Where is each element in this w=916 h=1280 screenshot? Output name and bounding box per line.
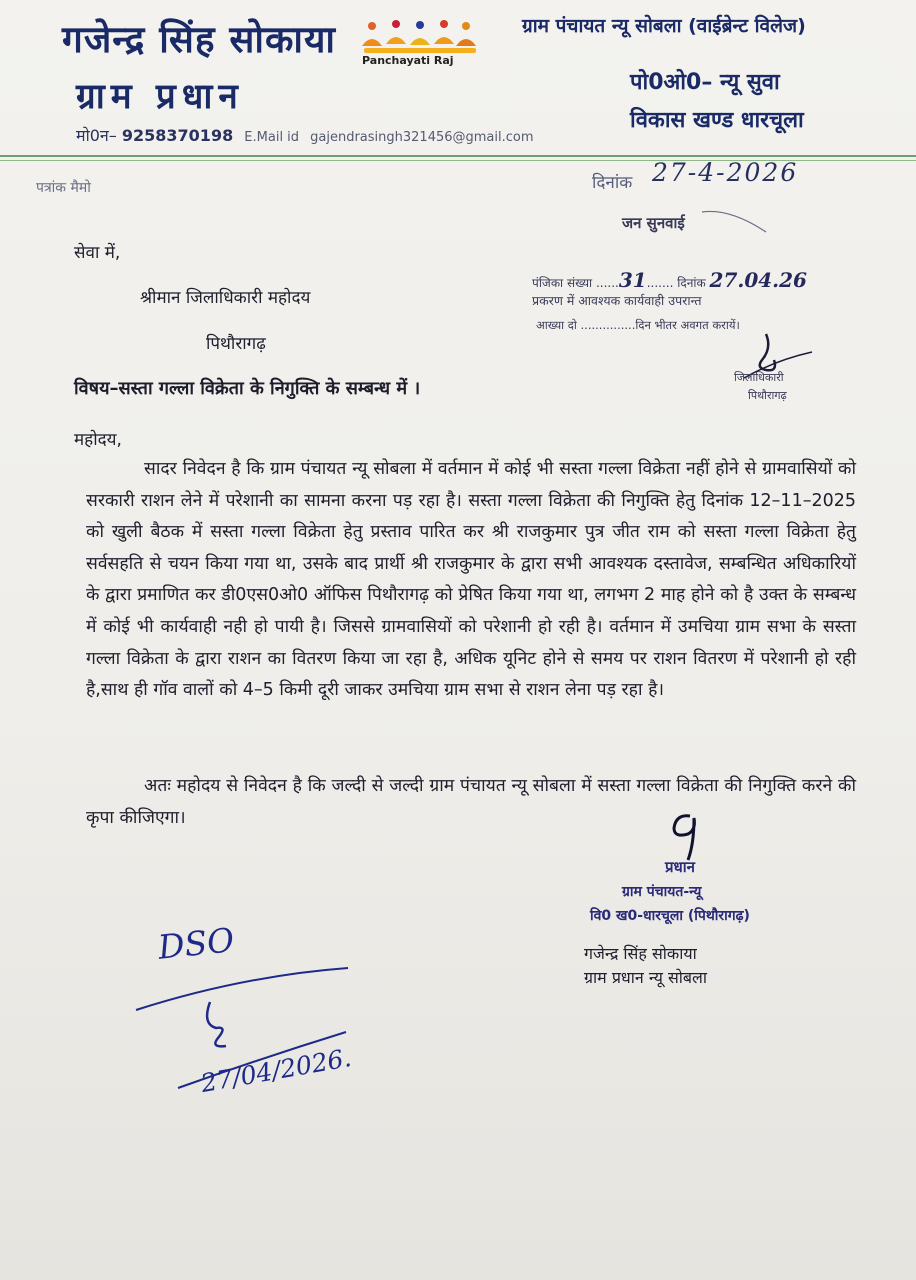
stamp-officer-place: पिथौरागढ़ <box>748 389 787 402</box>
signer-title: ग्राम प्रधान न्यू सोबला <box>584 968 708 987</box>
people-figures-icon <box>362 20 476 53</box>
letterhead-block: विकास खण्ड धारचूला <box>630 108 804 133</box>
stamp-jan-sunwai: जन सुनवाई <box>622 214 685 232</box>
letterhead-panchayat: ग्राम पंचायत न्यू सोबला (वाईब्रेन्ट विलेज) <box>522 15 806 37</box>
stamp-prakaran: प्रकरण में आवश्यक कार्यवाही उपरान्त <box>532 293 702 308</box>
stamp-reg-label: पंजिका संख्या <box>532 276 593 290</box>
email-label: E.Mail id <box>244 130 300 145</box>
letterhead-name: गजेन्द्र सिंह सोकाया <box>62 18 337 61</box>
reference-label: पत्रांक मैमो <box>36 180 91 196</box>
date-value: 27-4-2026 <box>652 158 799 187</box>
stamp-reg-date-label: दिनांक <box>677 276 706 290</box>
stamp-reg-number: 31 <box>618 268 647 292</box>
date-label: दिनांक <box>592 173 633 193</box>
stamp-register: पंजिका संख्या ......31....... दिनांक 27.04.26 <box>532 268 807 292</box>
body-paragraph-1: सादर निवेदन है कि ग्राम पंचायत न्यू सोबला में वर्तमान में कोई भी सस्ता गल्ला विक्रेता नहीं होने से ग्रामवासियों को सरकारी राशन लेने में परेशानी का सामना करना पड़ रहा है। सस्ता गल्ला विक्रेता की निगुक्ति हेतु दिनांक 12–11–2025 को खुली बैठक में सस्ता गल्ला विक्रेता हेतु प्रस्ताव पारित कर श्री राजकुमार पुत्र जीत राम को सस्ता गल्ला विक्रेता हेतु सर्वसहति से चयन किया गया था, उसके बाद प्रार्थी श्री राजकुमार के द्वारा सभी आवश्यक दस्तावेज, सम्बन्धित अधिकारियों के द्वारा प्रमाणित कर डी0एस0ओ0 ऑफिस पिथौरागढ़ को प्रेषित किया गया था, लगभग 2 माह होने को है उक्त के सम्बन्ध में कोई भी कार्यवाही नही हो पायी है। जिससे ग्रामवासियों को परेशानी हो रही है। वर्तमान में उमचिया ग्राम सभा के सस्ता गल्ला विक्रेता के द्वारा राशन का वितरण किया जा रहा है, अधिक यूनिट होने से समय पर राशन वितरण में परेशानी हो रही है,साथ ही गॉव वालों को 4–5 किमी दूरी जाकर उमचिया ग्राम सभा से राशन लेना पड़ रहा है। <box>86 459 856 701</box>
seal-pradhan: प्रधान <box>665 858 695 876</box>
seal-vikas-khand: वि0 ख0-धारचूला (पिथौरागढ़) <box>590 908 750 924</box>
logo-caption: Panchayati Raj <box>362 54 454 67</box>
addressee: श्रीमान जिलाधिकारी महोदय <box>140 288 311 308</box>
letterhead-contact <box>76 124 534 146</box>
sewa-mein: सेवा में, <box>74 243 121 263</box>
mobile-number: 9258370198 <box>121 126 234 145</box>
letterhead-designation: ग्राम प्रधान <box>76 77 244 117</box>
salutation: महोदय, <box>74 430 122 450</box>
letterhead-divider <box>0 155 916 157</box>
body-paragraph-2: अतः महोदय से निवेदन है कि जल्दी से जल्दी ग्राम पंचायत न्यू सोबला में सस्ता गल्ला विक्रेता की निगुक्ति करने की कृपा कीजिएगा। <box>86 776 856 828</box>
mobile-label: मो0न– <box>76 126 117 145</box>
endorsement-initials <box>207 1002 226 1046</box>
signer-name: गजेन्द्र सिंह सोकाया <box>584 944 697 963</box>
endorsement-date: 27/04/2026. <box>198 1043 354 1098</box>
endorsement-office: DSO <box>156 920 236 967</box>
stamp-reg-date: 27.04.26 <box>709 268 807 292</box>
stamp-scribble <box>700 206 770 236</box>
letterhead-post-office: पो0ओ0– न्यू सुवा <box>630 70 780 95</box>
email-address: gajendrasingh321456@gmail.com <box>310 130 534 145</box>
stamp-ajna: आख्या दो ...............दिन भीतर अवगत करायें। <box>536 318 740 332</box>
endorsement-line-top <box>136 968 348 1010</box>
subject-line: विषय–सस्ता गल्ला विक्रेता के निगुक्ति के सम्बन्ध में । <box>74 378 421 399</box>
seal-gram-panchayat: ग्राम पंचायत-न्यू <box>622 884 702 900</box>
stamp-officer: जिलाधिकारी <box>734 371 784 384</box>
addressee-place: पिथौरागढ़ <box>206 334 266 354</box>
